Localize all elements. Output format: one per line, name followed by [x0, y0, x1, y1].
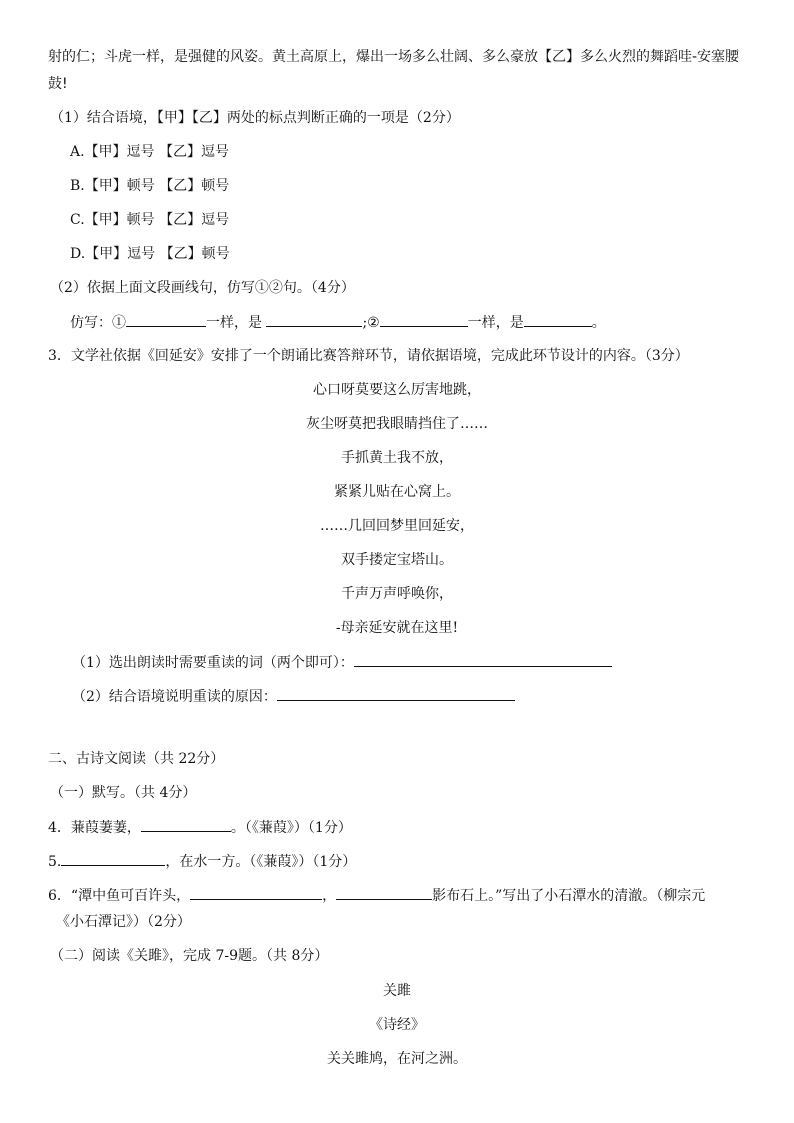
- poem-line: 手抓黄土我不放，: [341, 450, 453, 466]
- poem-line: ……几回回梦里回延安，: [320, 518, 474, 534]
- q4-line: [48, 817, 352, 838]
- intro-line-2: 鼓!: [48, 76, 68, 92]
- section-2-title: 二、古诗文阅读（共 22分）: [48, 751, 225, 767]
- q1-option-d: D.【甲】逗号 【乙】顿号: [70, 246, 230, 262]
- q2-part4: 一样，是: [467, 315, 524, 331]
- q1-stem: （1）结合语境，【甲】【乙】两处的标点判断正确的一项是（2分）: [50, 110, 460, 126]
- q3-stem: 3．文学社依据《回延安》安排了一个朗诵比赛答辩环节，请依据语境，完成此环节设计的内容。（3分）: [48, 348, 689, 364]
- poem-first-line: 关关雎鸠，在河之洲。: [327, 1051, 467, 1067]
- q3-sub1-text: （1）选出朗读时需要重读的词（两个即可）：: [72, 655, 354, 671]
- q2-end: 。: [591, 315, 606, 331]
- q2-label: 仿写：①: [70, 315, 126, 331]
- q5-end: ，在水一方。（《蒹葭》）（1分）: [165, 854, 357, 870]
- poem-line: 灰尘呀莫把我眼睛挡住了……: [306, 416, 488, 432]
- q6-mid: ，: [322, 888, 337, 904]
- answer-blank-9[interactable]: [190, 885, 322, 900]
- poem-title: 关雎: [383, 983, 411, 999]
- q6-start: 6．“潭中鱼可百许头，: [48, 888, 191, 904]
- answer-blank-10[interactable]: [336, 885, 432, 900]
- q3-sub2: [72, 686, 515, 707]
- answer-blank-5[interactable]: [354, 652, 612, 667]
- poem-line: -母亲延安就在这里!: [335, 620, 459, 636]
- q2-imitation-line: [70, 312, 606, 333]
- q6-end: 影布石上。”写出了小石潭水的清澈。（柳宗元: [432, 888, 706, 904]
- poem-line: 千声万声呼唤你，: [341, 586, 453, 602]
- q1-option-a: A.【甲】逗号 【乙】逗号: [70, 144, 230, 160]
- q2-part2: 一样，是: [206, 315, 262, 331]
- q2-stem: （2）依据上面文段画线句，仿写①②句。（4分）: [50, 280, 355, 296]
- section-2-part-2: （二）阅读《关雎》，完成 7-9题。（共 8分）: [50, 948, 329, 964]
- q6-line-2: 《小石潭记》）（2分）: [56, 914, 191, 930]
- intro-line-1: 射的仁；斗虎一样，是强健的风姿。黄土高原上，爆出一场多么壮阔、多么豪放【乙】多么火烈的舞蹈哇-安塞腰: [48, 49, 740, 65]
- answer-blank-7[interactable]: [141, 817, 231, 832]
- q1-option-b: B.【甲】顿号 【乙】顿号: [70, 178, 230, 194]
- poem-line: 双手搂定宝塔山。: [341, 552, 453, 568]
- answer-blank-8[interactable]: [61, 851, 165, 866]
- answer-blank-3[interactable]: [380, 312, 468, 327]
- q5-line: [48, 851, 356, 872]
- answer-blank-6[interactable]: [277, 686, 515, 701]
- q2-sep: ;②: [362, 315, 380, 331]
- poem-line: 心口呀莫要这么厉害地跳，: [313, 382, 481, 398]
- q6-line: [48, 885, 705, 906]
- q4-start: 4．蒹葭萋萋，: [48, 820, 141, 836]
- answer-blank-2[interactable]: [266, 312, 362, 327]
- q3-sub1: [72, 652, 612, 673]
- poem-line: 紧紧儿贴在心窝上。: [334, 484, 460, 500]
- answer-blank-4[interactable]: [524, 312, 592, 327]
- q3-sub2-text: （2）结合语境说明重读的原因：: [72, 689, 277, 705]
- poem-source: 《诗经》: [369, 1017, 425, 1033]
- q1-option-c: C.【甲】顿号 【乙】逗号: [70, 212, 230, 228]
- section-2-part-1: （一）默写。（共 4分）: [50, 785, 197, 801]
- answer-blank-1[interactable]: [126, 312, 206, 327]
- q4-end: 。（《蒹葭》）（1分）: [230, 820, 352, 836]
- q5-start: 5.: [48, 854, 62, 870]
